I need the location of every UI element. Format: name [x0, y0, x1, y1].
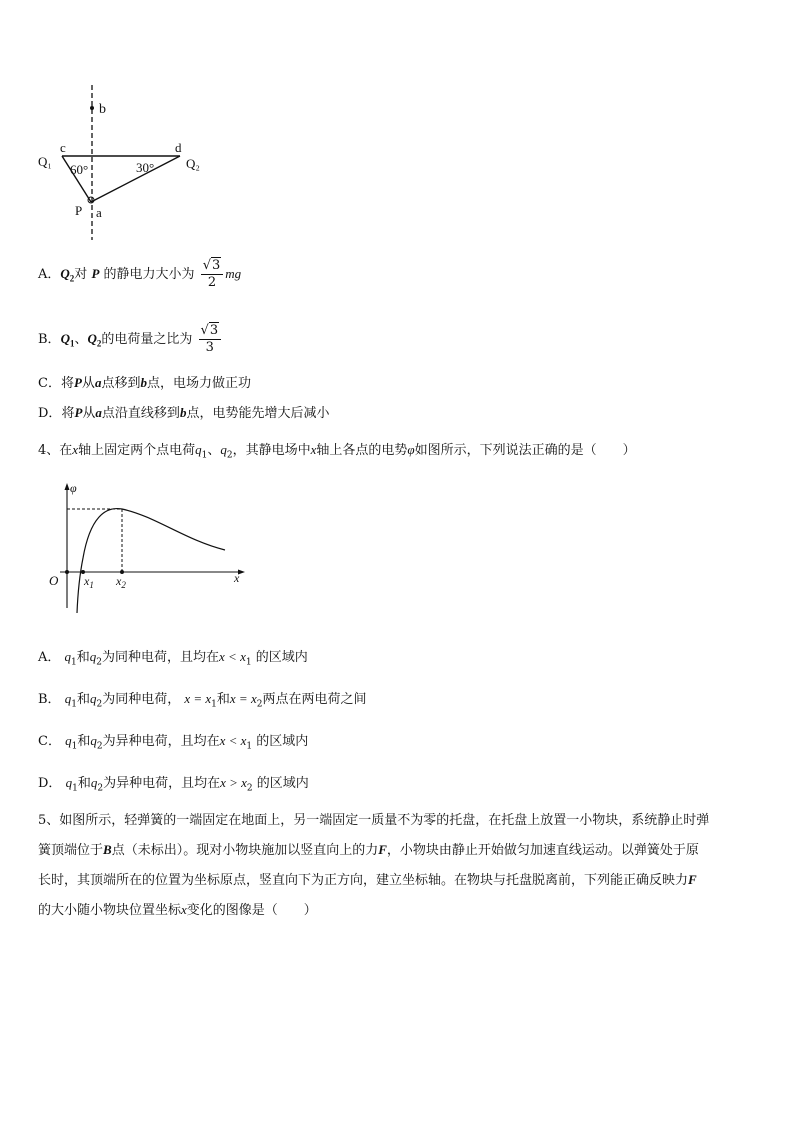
point-origin: [65, 570, 69, 574]
option-3a: A．$Q_2$对 P 的静电力大小为 $\frac{√3}{2}$ mg: [38, 258, 242, 290]
label-60: 60°: [70, 162, 89, 177]
option-letter: A．: [38, 267, 61, 282]
option-3c: C．将P从a点移到b点，电场力做正功: [38, 375, 251, 391]
fraction-sqrt3-over-2: $\frac{√3}{2}$: [201, 258, 224, 291]
label-30: 30°: [136, 160, 155, 175]
option-4b: B． $q_1$和$q_2$为同种电荷， $x = x_1$和$x = x_2$两点在两电荷之间: [38, 691, 367, 710]
option-4d: D． $q_1$和$q_2$为异种电荷，且均在$x > x_2$ 的区域内: [38, 775, 309, 794]
q5-line-3: 长时，其顶端所在的位置为坐标原点，竖直向下为正方向，建立坐标轴。在物块与托盘脱离前，下列能正确反映力F: [38, 872, 697, 888]
option-3d: D．将P从a点沿直线移到b点，电势能先增大后减小: [38, 405, 330, 421]
figure-triangle-diagram: [30, 80, 220, 245]
q5-line-2: 簧顶端位于B点（未标出）。现对小物块施加以竖直向上的力F，小物块由静止开始做匀加速直线运动。以弹簧处于原: [38, 842, 699, 858]
question-5-stem: [38, 806, 758, 925]
option-3b: B．$Q_1$、$Q_2$的电荷量之比为 $\frac{√3}{3}$: [38, 323, 223, 356]
label-q1: Q₁: [38, 154, 52, 169]
potential-curve: [77, 509, 225, 613]
option-4a: A． $q_1$和$q_2$为同种电荷，且均在$x < x_1$ 的区域内: [38, 649, 308, 668]
potential-graph: [40, 478, 260, 618]
label-phi: φ: [70, 481, 77, 495]
label-d: d: [175, 140, 182, 155]
label-x1: $x_1$: [84, 574, 94, 590]
label-q2: Q₂: [186, 156, 200, 171]
q5-line-4: 的大小随小物块位置坐标x变化的图像是（ ）: [38, 902, 317, 918]
phi-axis-arrow: [65, 483, 70, 490]
label-p: P: [75, 203, 83, 218]
label-b: b: [99, 102, 106, 117]
point-b: [90, 106, 94, 110]
point-p-charge: [88, 197, 94, 203]
label-a: a: [96, 205, 102, 220]
q5-line-1: 5、如图所示，轻弹簧的一端固定在地面上，另一端固定一质量不为零的托盘，在托盘上放置一小物块，系统静止时弹: [38, 813, 710, 828]
label-x: x: [234, 571, 240, 585]
label-x2: $x_2$: [116, 574, 126, 590]
label-origin: O: [49, 573, 59, 588]
fraction-sqrt3-over-3: $\frac{√3}{3}$: [199, 323, 222, 356]
question-4-stem: 4、在x轴上固定两个点电荷$q_1$、$q_2$，其静电场中x轴上各点的电势φ如图所示，下列说法正确的是（ ）: [38, 442, 636, 461]
label-c: c: [60, 140, 66, 155]
option-4c: C． $q_1$和$q_2$为异种电荷，且均在$x < x_1$ 的区域内: [38, 733, 309, 752]
